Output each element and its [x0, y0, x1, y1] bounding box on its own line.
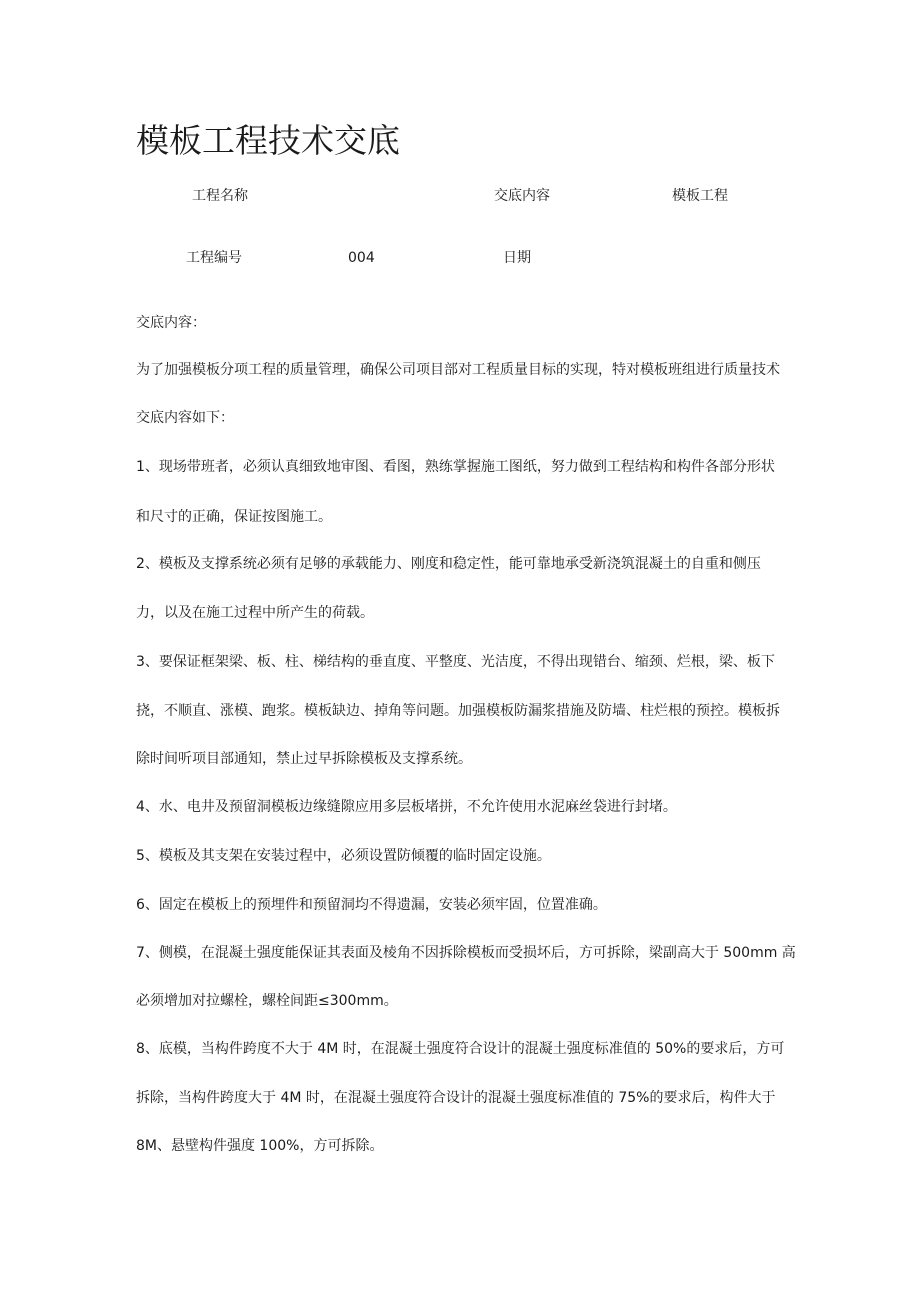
body-line: 7、侧模，在混凝土强度能保证其表面及棱角不因拆除模板而受损坏后，方可拆除，梁副高大于 500mm 高 — [136, 945, 796, 961]
body-line: 和尺寸的正确，保证按图施工。 — [136, 509, 332, 525]
content-value: 模板工程 — [672, 188, 728, 204]
body-line: 必须增加对拉螺栓，螺栓间距≤300mm。 — [136, 993, 398, 1009]
body-line: 力，以及在施工过程中所产生的荷载。 — [136, 605, 374, 621]
body-line: 5、模板及其支架在安装过程中，必须设置防倾覆的临时固定设施。 — [136, 848, 551, 864]
body-line: 1、现场带班者，必须认真细致地审图、看图，熟练掌握施工图纸，努力做到工程结构和构件各部分形状 — [136, 459, 775, 475]
document-title: 模板工程技术交底 — [136, 121, 400, 160]
body-line: 8M、悬壁构件强度 100%，方可拆除。 — [136, 1138, 384, 1154]
body-line: 8、底模，当构件跨度不大于 4M 时，在混凝土强度符合设计的混凝土强度标准值的 50%的要求后，方可 — [136, 1041, 785, 1057]
body-line: 3、要保证框架梁、板、柱、梯结构的垂直度、平整度、光洁度，不得出现错台、缩颈、烂根，梁、板下 — [136, 654, 775, 670]
body-line: 除时间听项目部通知，禁止过早拆除模板及支撑系统。 — [136, 751, 472, 767]
body-line: 交底内容： — [136, 315, 206, 331]
body-line: 为了加强模板分项工程的质量管理，确保公司项目部对工程质量目标的实现，特对模板班组进行质量技术 — [136, 362, 780, 378]
project-no-value: 004 — [348, 250, 375, 266]
body-line: 2、模板及支撑系统必须有足够的承载能力、刚度和稳定性，能可靠地承受新浇筑混凝土的自重和侧压 — [136, 556, 761, 572]
content-label: 交底内容 — [494, 188, 550, 204]
body-line: 交底内容如下： — [136, 410, 234, 426]
project-name-label: 工程名称 — [192, 188, 248, 204]
body-line: 6、固定在模板上的预埋件和预留洞均不得遗漏，安装必须牢固，位置准确。 — [136, 897, 607, 913]
date-label: 日期 — [503, 250, 531, 266]
body-line: 拆除，当构件跨度大于 4M 时，在混凝土强度符合设计的混凝土强度标准值的 75%的要求后，构件大于 — [136, 1090, 776, 1106]
body-line: 4、水、电井及预留洞模板边缘缝隙应用多层板堵拼，不允许使用水泥麻丝袋进行封堵。 — [136, 799, 677, 815]
project-no-label: 工程编号 — [186, 250, 242, 266]
body-line: 挠，不顺直、涨模、跑浆。模板缺边、掉角等问题。加强模板防漏浆措施及防墙、柱烂根的预控。模板拆 — [136, 703, 780, 719]
